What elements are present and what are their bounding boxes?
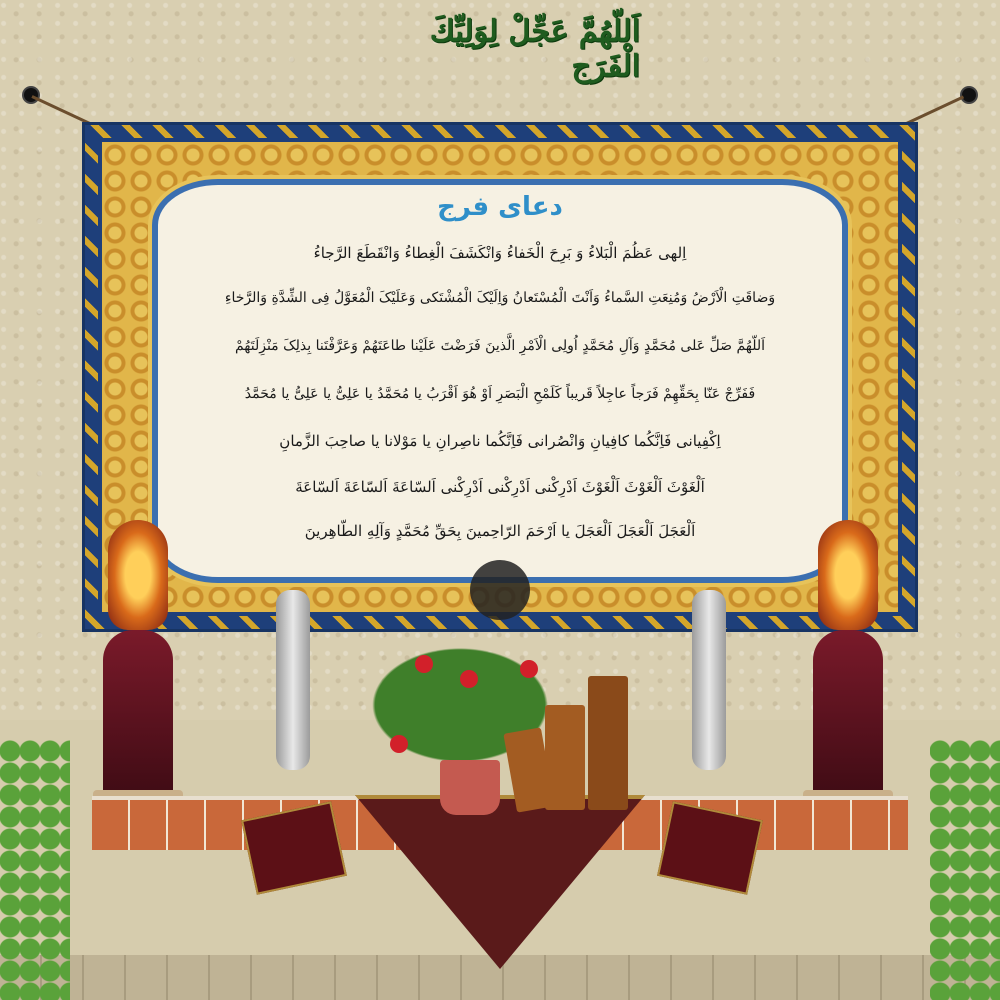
geranium-flower-icon (460, 670, 478, 688)
flower-pot (440, 760, 500, 815)
quran-book-icon (545, 705, 585, 810)
geranium-flower-icon (415, 655, 433, 673)
calligraphic-logo-icon (470, 560, 530, 620)
oil-lamp-right-shade-icon (818, 520, 878, 630)
prayer-line: اَلْغَوْثَ اَلْغَوْثَ اَلْغَوْثَ اَدْرِکْنی اَدْرِکْنی اَدْرِکْنی اَلسّاعَةَ اَلسّاعَةَ اَلسّاعَةَ (295, 478, 705, 496)
prayer-line: اَلْعَجَلَ اَلْعَجَلَ اَلْعَجَلَ یا اَرْحَمَ الرّاحِمینَ بِحَقِّ مُحَمَّدٍ وَآلِهِ الطّاهِرینَ (304, 522, 696, 540)
prayer-line: اَللّهُمَّ صَلِّ عَلی مُحَمَّدٍ وَآلِ مُحَمَّدٍ اُولِی الْاَمْرِ الَّذینَ فَرَضْتَ عَلَیْنا طاعَتَهُمْ وَعَرَّفْتَنا بِذلِکَ مَنْزِلَتَهُمْ (234, 338, 766, 354)
geranium-flower-icon (520, 660, 538, 678)
prayer-line: اِکْفِیانی فَاِنَّکُما کافِیانِ وَانْصُرانی فَاِنَّکُما ناصِرانِ یا مَوْلانا یا صاحِبَ الزَّمانِ (279, 432, 721, 450)
prayer-line: اِلهی عَظُمَ الْبَلاءُ وَ بَرِحَ الْخَفاءُ وَانْکَشَفَ الْغِطاءُ وَانْقَطَعَ الرَّجاءُ (313, 244, 687, 262)
ivy-right-icon (930, 740, 1000, 1000)
oil-lamp-left-icon (103, 630, 173, 800)
pin-right-icon (962, 88, 976, 102)
quran-book-icon (588, 676, 628, 810)
prayer-line: وَضاقَتِ الْاَرْضُ وَمُنِعَتِ السَّماءُ وَاَنْتَ الْمُسْتَعانُ وَاِلَیْکَ الْمُشْتَکی وَعَلَیْکَ الْمُعَوَّلُ فِی الشِّدَّةِ وَالرَّخاءِ (224, 290, 776, 306)
zulfiqar-sword-right-icon (692, 590, 726, 770)
oil-lamp-right-icon (813, 630, 883, 800)
prayer-line: فَفَرِّجْ عَنّا بِحَقِّهِمْ فَرَجاً عاجِلاً قَریباً کَلَمْحِ الْبَصَرِ اَوْ هُوَ اَقْرَبُ یا مُحَمَّدُ یا عَلِیُّ یا عَلِیُّ یا مُحَمَّدُ (244, 386, 756, 402)
geranium-flower-icon (390, 735, 408, 753)
prayer-title: دعای فرج (437, 192, 563, 222)
zulfiqar-sword-left-icon (276, 590, 310, 770)
header-calligraphy: اَللّهُمَّ عَجِّلْ لِوَلِيِّكَ الْفَرَج (429, 14, 640, 84)
oil-lamp-left-shade-icon (108, 520, 168, 630)
ivy-left-icon (0, 740, 70, 1000)
